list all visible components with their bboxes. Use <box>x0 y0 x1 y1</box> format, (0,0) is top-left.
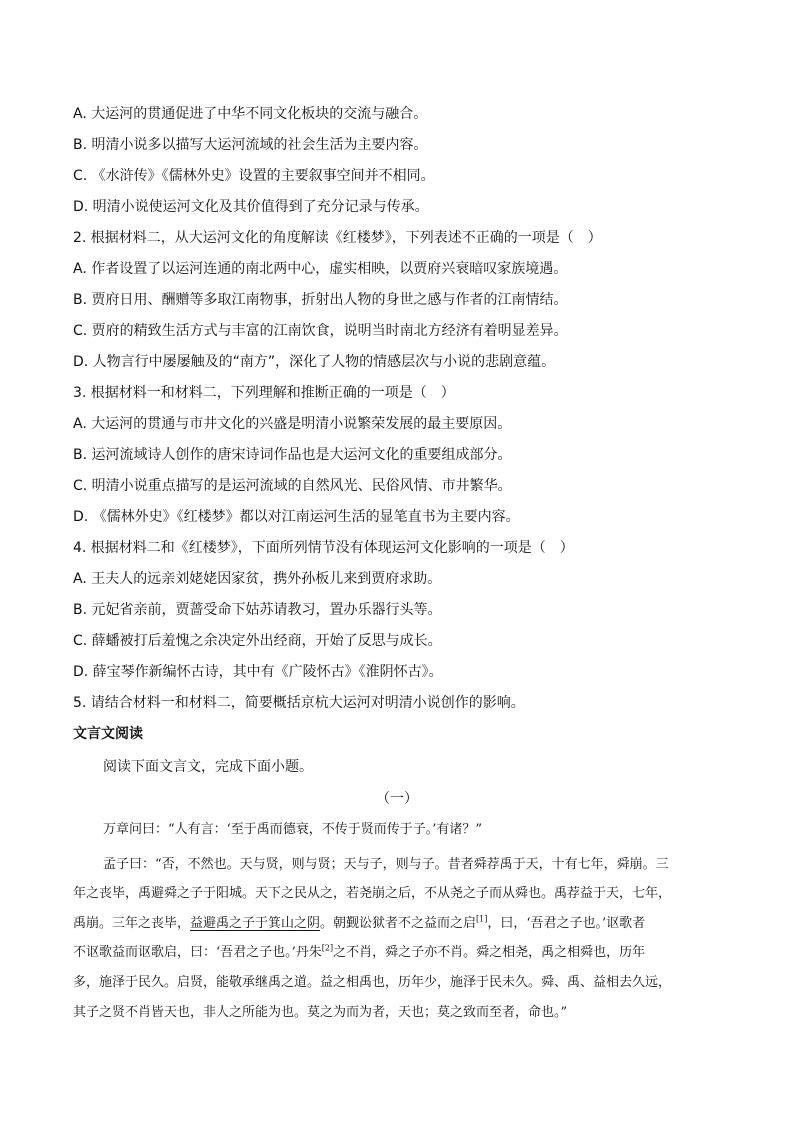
section-title: 文言文阅读 <box>73 726 143 742</box>
q4-option-d: D. 薛宝琴作新编怀古诗，其中有《广陵怀古》《淮阴怀古》。 <box>73 664 443 680</box>
footnote-marker-1: [1] <box>476 914 488 924</box>
q2-option-d: D. 人物言行中屡屡触及的“南方”，深化了人物的情感层次与小说的悲剧意蕴。 <box>73 354 556 370</box>
q2-option-a: A. 作者设置了以运河连通的南北两中心，虚实相映，以贾府兴衰暗叹家族境遇。 <box>73 261 568 277</box>
underlined-sentence: 益避禹之子于箕山之阴 <box>190 916 321 931</box>
q3-option-a: A. 大运河的贯通与市井文化的兴盛是明清小说繁荣发展的最主要原因。 <box>73 416 512 432</box>
q1-option-a: A. 大运河的贯通促进了中华不同文化板块的交流与融合。 <box>73 106 428 122</box>
q4-option-b: B. 元妃省亲前，贾蔷受命下姑苏请教习，置办乐器行头等。 <box>73 602 442 618</box>
q3-option-b: B. 运河流域诗人创作的唐宋诗词作品也是大运河文化的重要组成部分。 <box>73 447 512 463</box>
q3-stem: 3. 根据材料一和材料二，下列理解和推断正确的一项是（ ） <box>73 385 455 401</box>
q3-option-c: C. 明清小说重点描写的是运河流域的自然风光、民俗风情、市井繁华。 <box>73 478 512 494</box>
passage-line-5: 多，施泽于民久。启贤，能敬承继禹之道。益之相禹也，历年少，施泽于民未久。舜、禹、益相去久远， <box>73 975 672 990</box>
q2-stem: 2. 根据材料二，从大运河文化的角度解读《红楼梦》，下列表述不正确的一项是（ ） <box>73 230 602 246</box>
q1-option-c: C. 《水浒传》《儒林外史》设置的主要叙事空间并不相同。 <box>73 168 435 184</box>
passage-line-1: 孟子曰：“否，不然也。天与贤，则与贤；天与子，则与子。昔者舜荐禹于天，十有七年，舜崩。三 <box>103 857 669 872</box>
passage-line-4-start: 不讴歌益而讴歌启，曰：‘吾君之子也。’丹朱 <box>73 945 322 960</box>
passage-line-6: 其子之贤不肖皆天也，非人之所能为也。莫之为而为者，天也；莫之致而至者，命也。” <box>73 1005 568 1020</box>
q1-option-d: D. 明清小说使运河文化及其价值得到了充分记录与传承。 <box>73 199 429 215</box>
passage-line-4-end: 之不肖，舜之子亦不肖。舜之相尧，禹之相舜也，历年 <box>333 945 646 960</box>
q5-stem: 5. 请结合材料一和材料二，简要概括京杭大运河对明清小说创作的影响。 <box>73 695 525 711</box>
q4-option-a: A. 王夫人的远亲刘姥姥因家贫，携外孙板儿来到贾府求助。 <box>73 571 442 587</box>
q4-stem: 4. 根据材料二和《红楼梦》，下面所列情节没有体现运河文化影响的一项是（ ） <box>73 540 574 556</box>
q2-option-b: B. 贾府日用、酬赠等多取江南物事，折射出人物的身世之感与作者的江南情结。 <box>73 292 568 308</box>
passage-line-3 <box>73 914 723 934</box>
passage-part-label: （一） <box>376 791 418 807</box>
q4-option-c: C. 薛蟠被打后羞愧之余决定外出经商，开始了反思与成长。 <box>73 633 442 649</box>
q2-option-c: C. 贾府的精致生活方式与丰富的江南饮食，说明当时南北方经济有着明显差异。 <box>73 323 568 339</box>
section-instruction: 阅读下面文言文，完成下面小题。 <box>103 759 313 775</box>
footnote-marker-2: [2] <box>321 943 334 953</box>
passage-line-4 <box>73 943 723 963</box>
q3-option-d: D. 《儒林外史》《红楼梦》都以对江南运河生活的显笔直书为主要内容。 <box>73 509 520 525</box>
passage-line-3-middle: 。朝觐讼狱者不之益而之启 <box>320 916 477 931</box>
passage-paragraph-1: 万章问曰：“人有言：‘至于禹而德衰，不传于贤而传于子。’有诸？” <box>103 822 483 837</box>
passage-line-3-start: 禹崩。三年之丧毕， <box>73 916 191 931</box>
passage-line-3-end: ，曰，‘吾君之子也。’讴歌者 <box>487 916 646 931</box>
q1-option-b: B. 明清小说多以描写大运河流域的社会生活为主要内容。 <box>73 137 428 153</box>
passage-line-2: 年之丧毕，禹避舜之子于阳城。天下之民从之，若尧崩之后，不从尧之子而从舜也。禹荐益于天，七年， <box>73 886 672 901</box>
